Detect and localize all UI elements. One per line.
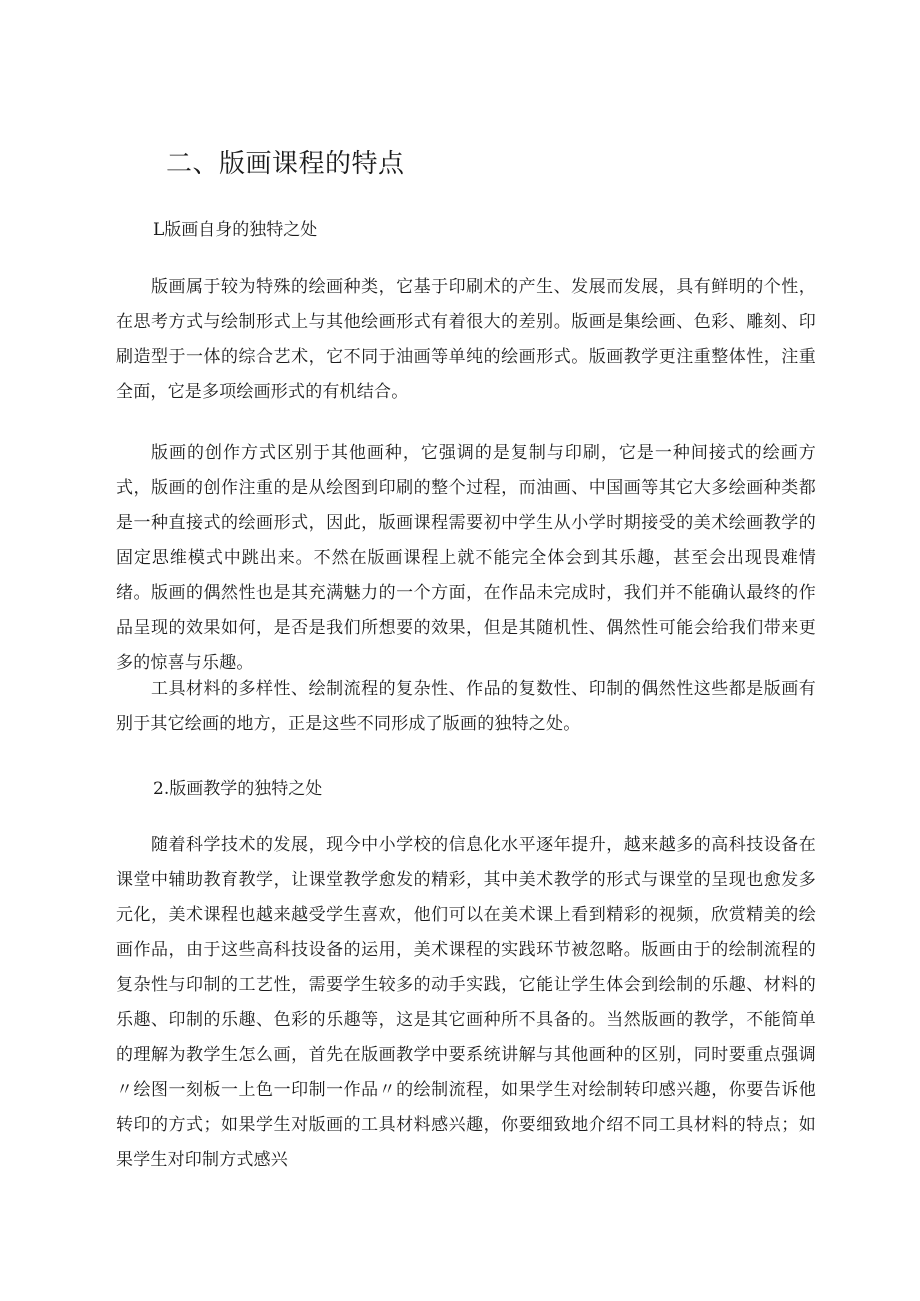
subsection-heading-1: L版画自身的独特之处 xyxy=(153,220,318,240)
paragraph-1-2: 版画的创作方式区别于其他画种，它强调的是复制与印刷，它是一种间接式的绘画方式，版画的创作注重的是从绘图到印刷的整个过程，而油画、中国画等其它大多绘画种类都是一种直接式的绘画形式，因此，版画课程需要初中学生从小学时期接受的美术绘画教学的固定思维模式中跳出来。不然在版画课程上就不能完全体会到其乐趣，甚至会出现畏难情绪。版画的偶然性也是其充满魅力的一个方面，在作品未完成时，我们并不能确认最终的作品呈现的效果如何，是否是我们所想要的效果，但是其随机性、偶然性可能会给我们带来更多的惊喜与乐趣。 xyxy=(116,443,816,673)
subsection-heading-2: 2.版画教学的独特之处 xyxy=(153,779,323,799)
section-title: 二、版画课程的特点 xyxy=(166,149,405,179)
paragraph-2-1: 随着科学技术的发展，现今中小学校的信息化水平逐年提升，越来越多的高科技设备在课堂中辅助教育教学，让课堂教学愈发的精彩，其中美术教学的形式与课堂的呈现也愈发多元化，美术课程也越来越受学生喜欢，他们可以在美术课上看到精彩的视频，欣赏精美的绘画作品，由于这些高科技设备的运用，美术课程的实践环节被忽略。版画由于的绘制流程的复杂性与印制的工艺性，需要学生较多的动手实践，它能让学生体会到绘制的乐趣、材料的乐趣、印制的乐趣、色彩的乐趣等，这是其它画种所不具备的。当然版画的教学，不能简单的理解为教学生怎么画，首先在版画教学中要系统讲解与其他画种的区别，同时要重点强调〃绘图一刻板一上色一印制一作品〃的绘制流程，如果学生对绘制转印感兴趣，你要告诉他转印的方式；如果学生对版画的工具材料感兴趣，你要细致地介绍不同工具材料的特点；如果学生对印制方式感兴 xyxy=(116,835,816,1170)
paragraph-1-1: 版画属于较为特殊的绘画种类，它基于印刷术的产生、发展而发展，具有鲜明的个性，在思考方式与绘制形式上与其他绘画形式有着很大的差别。版画是集绘画、色彩、雕刻、印刷造型于一体的综合艺术，它不同于油画等单纯的绘画形式。版画教学更注重整体性，注重全面，它是多项绘画形式的有机结合。 xyxy=(116,277,816,402)
paragraph-1-3: 工具材料的多样性、绘制流程的复杂性、作品的复数性、印制的偶然性这些都是版画有别于其它绘画的地方，正是这些不同形成了版画的独特之处。 xyxy=(116,679,816,734)
